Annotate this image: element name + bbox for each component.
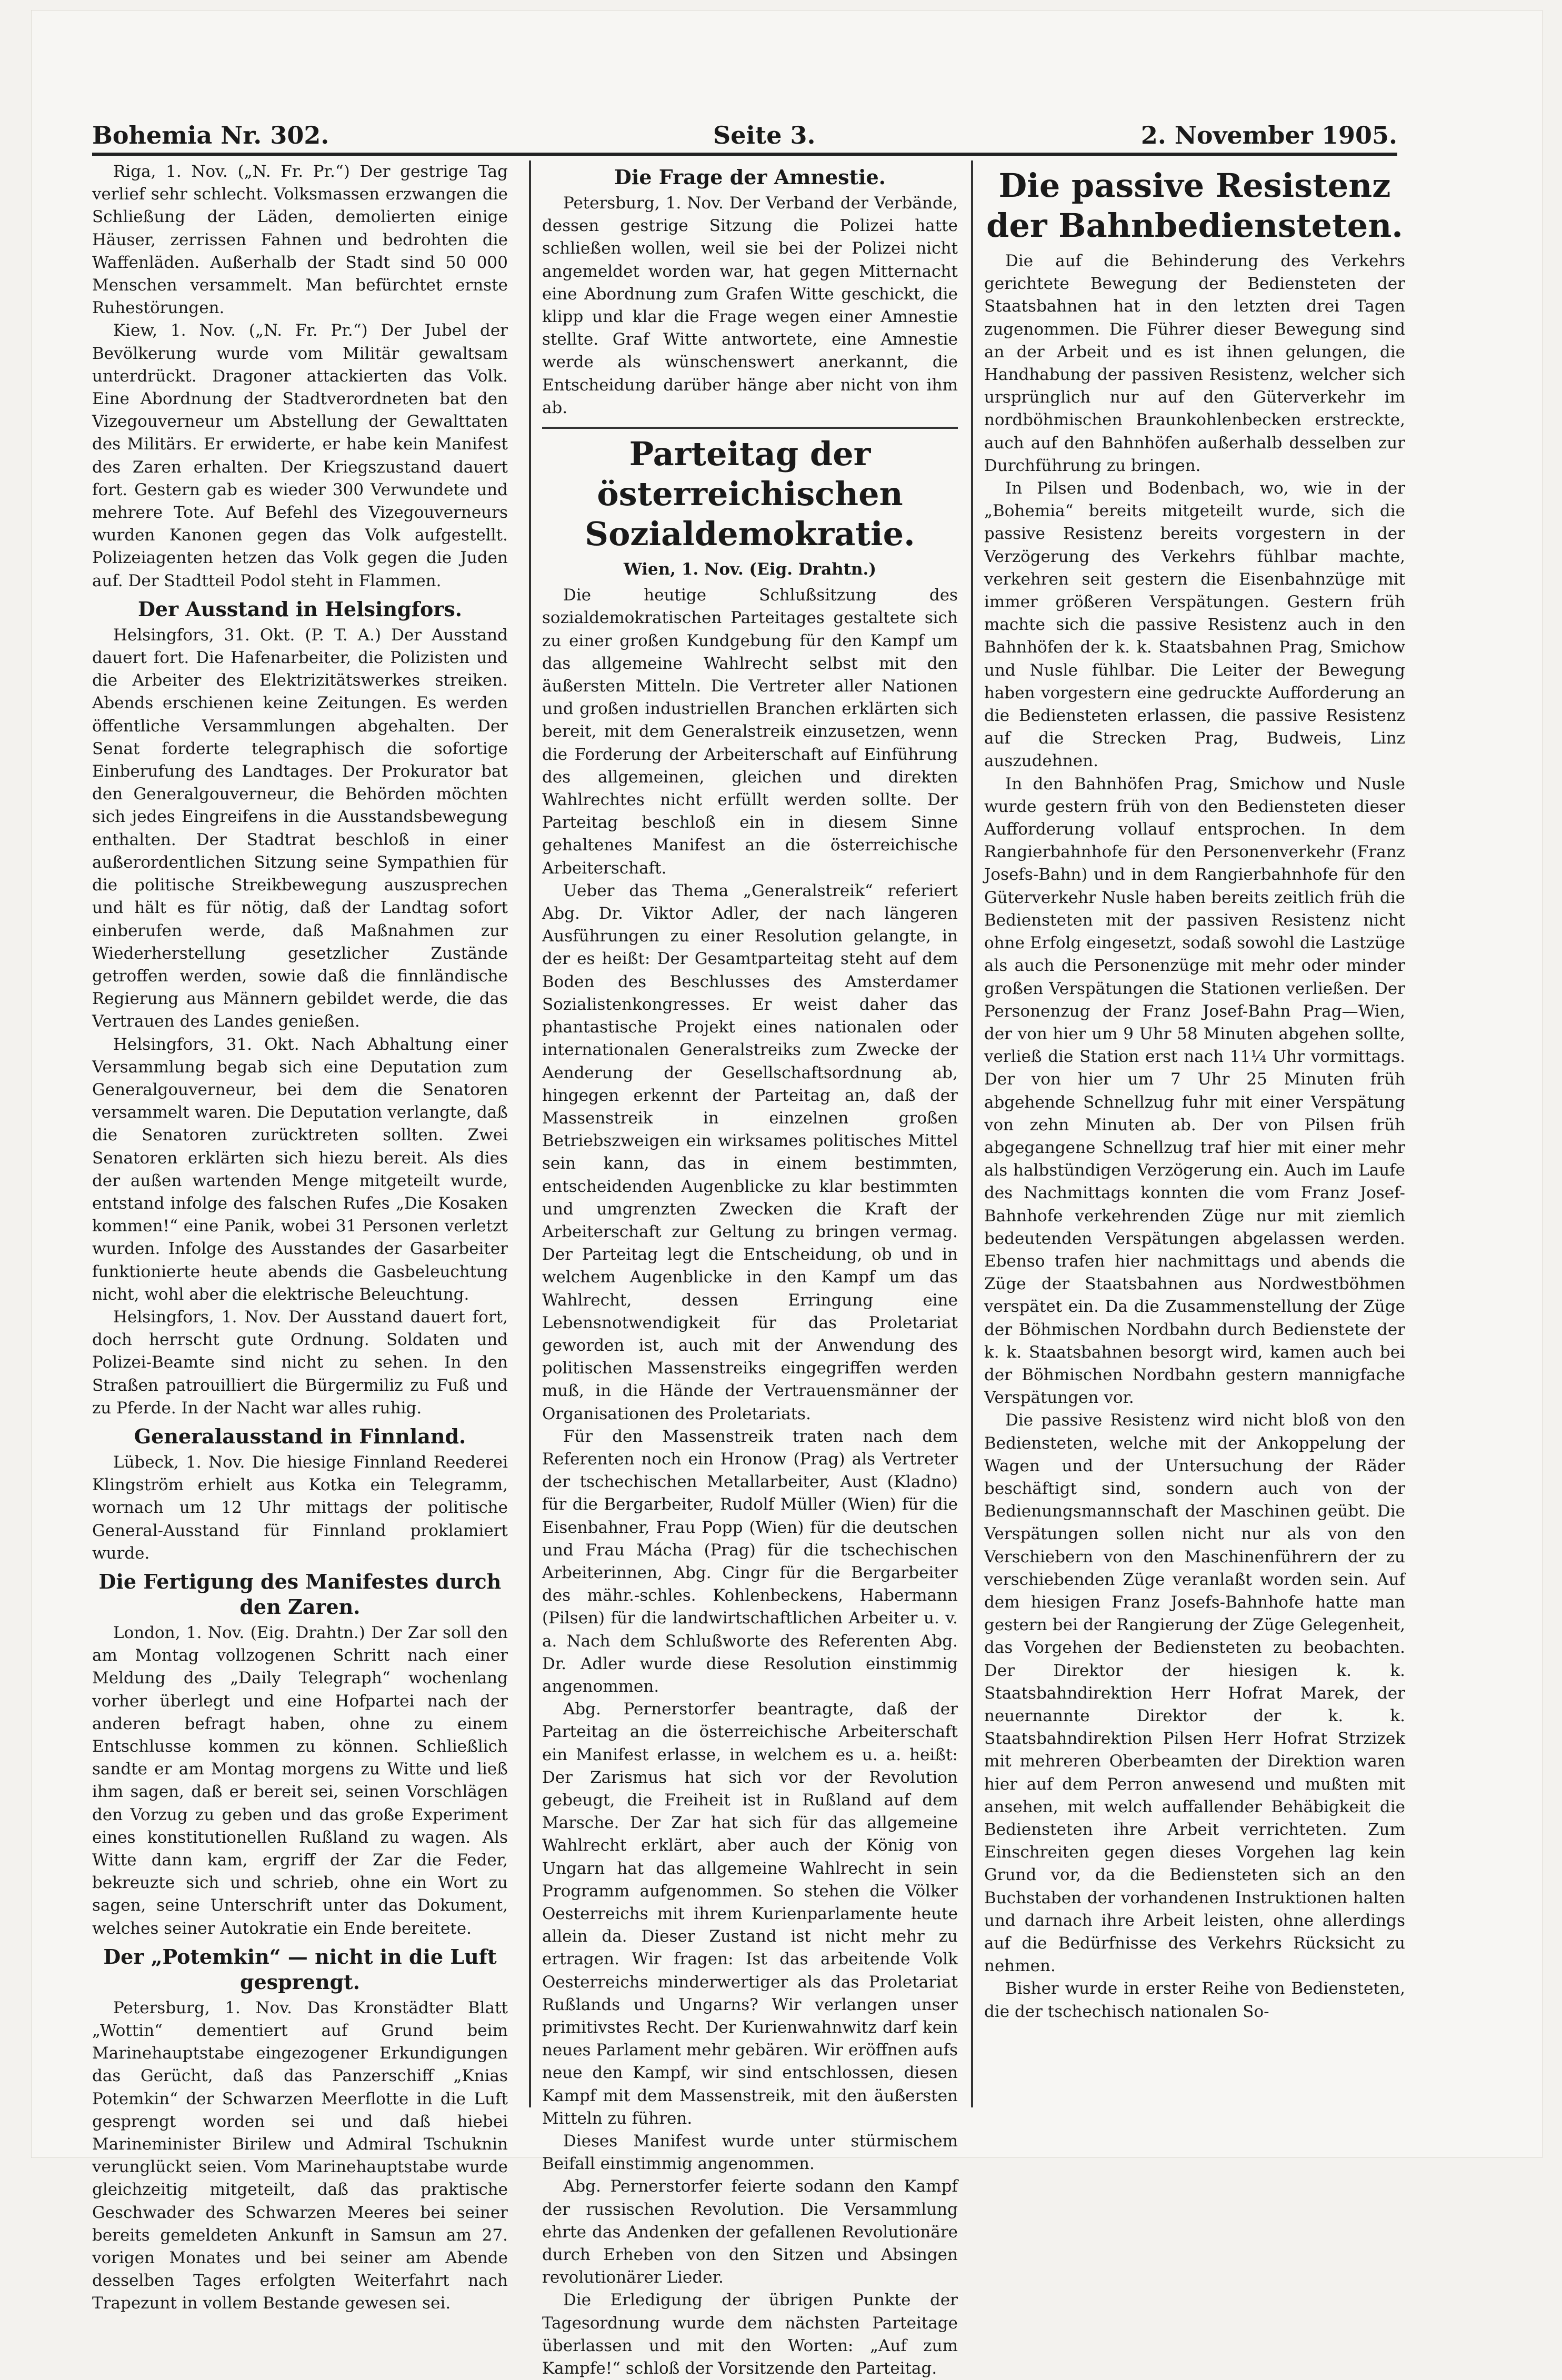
column-right — [984, 160, 1405, 2134]
news-luebeck: Lübeck, 1. Nov. Die hiesige Finnland Reederei Klingström erhielt aus Kotka ein Telegramm, wornach um 12 Uhr mittags der politische General-Ausstand für Finnland proklamiert wurde. — [92, 1452, 508, 1563]
resistenz-p1: Die auf die Behinderung des Verkehrs gerichtete Bewegung der Bediensteten der Staatsbahnen hat in den letzten drei Tagen zugenommen. Die Führer dieser Bewegung sind an der Arbeit und es ist ihnen gelungen, die Handhabung der passiven Resistenz, welcher sich ursprünglich nur auf den Güterverkehr im nordböhmischen Braunkohlenbecken erstreckte, auch auf den Bahnhöfen außerhalb desselben zur Durchführung zu bringen. — [984, 252, 1405, 475]
news-helsingfors-3: Helsingfors, 1. Nov. Der Ausstand dauert fort, doch herrscht gute Ordnung. Soldaten und Polizei-Beamte sind nicht zu sehen. In den Straßen patrouilliert die Bürgermiliz zu Fuß und zu Pferde. In der Nacht war alles ruhig. — [92, 1307, 508, 1418]
news-riga: Riga, 1. Nov. („N. Fr. Pr.“) Der gestrige Tag verlief sehr schlecht. Volksmassen erzwangen die Schließung der Läden, demolierten einige Häuser, zerrissen Fahnen und bedrohten die Waffenläden. Außerhalb der Stadt sind 50 000 Menschen versammelt. Man befürchtet ernste Ruhestörungen. — [92, 162, 508, 318]
parteitag-p3: Für den Massenstreik traten nach dem Referenten noch ein Hronow (Prag) als Vertreter der tschechischen Metallarbeiter, Aust (Kladno) für die Bergarbeiter, Rudolf Müller (Wien) für die Eisenbahner, Frau Popp (Wien) für die deutschen und Frau Mácha (Prag) für die tschechischen Arbeiterinnen, Abg. Cingr für die Bergarbeiter des mähr.-schles. Kohlenbeckens, Habermann (Pilsen) für die landwirtschaftlichen Arbeiter u. v. a. Nach dem Schlußworte des Referenten Abg. Dr. Adler wurde diese Resolution einstimmig angenommen. — [542, 1427, 958, 1696]
resistenz-p5: Bisher wurde in erster Reihe von Bediensteten, die der tschechisch nationalen So- — [984, 1979, 1405, 2021]
section-rule — [542, 427, 958, 429]
parteitag-p7: Die Erledigung der übrigen Punkte der Tagesordnung wurde dem nächsten Parteitage überlassen und mit den Worten: „Auf zum Kampfe!“ schloß der Vorsitzende den Parteitag. — [542, 2291, 958, 2378]
resistenz-p4: Die passive Resistenz wird nicht bloß von den Bediensteten, welche mit der Ankoppelung der Wagen und der Untersuchung der Räder beschäftigt sind, sondern auch von der Bedienungsmannschaft der Maschinen geübt. Die Verspätungen sollen nicht nur als von den Verschiebern von den Maschinenführern der zu verschiebenden Züge veranlaßt worden sein. Auf dem hiesigen Franz Josefs-Bahnhofe hatte man gestern bei der Rangierung der Züge Gelegenheit, das Vorgehen der Bediensteten zu beobachten. Der Direktor der hiesigen k. k. Staatsbahndirektion Herr Hofrat Marek, der neuernannte Direktor der k. k. Staatsbahndirektion Pilsen Herr Hofrat Strzizek mit mehreren Oberbeamten der Direktion waren hier auf dem Perron anwesend und mußten mit ansehen, mit welch auffallender Behäbigkeit die Bediensteten ihre Arbeit verrichteten. Zum Einschreiten gegen dieses Vorgehen lag kein Grund vor, da die Bediensteten sich an den Buchstaben der vorhandenen Instruktionen halten und darnach ihre Arbeit leisten, ohne allerdings auf die Bedürfnisse des Verkehrs Rücksicht zu nehmen. — [984, 1411, 1405, 1976]
masthead-issue: Bohemia Nr. 302. — [92, 121, 329, 149]
column-divider — [529, 160, 531, 2107]
issue-date: 2. November 1905. — [1140, 121, 1397, 149]
headline-finnland: Generalausstand in Finnland. — [134, 1424, 466, 1448]
column-left — [92, 160, 508, 2313]
column-divider — [971, 160, 973, 2107]
news-helsingfors-2: Helsingfors, 31. Okt. Nach Abhaltung einer Versammlung begab sich eine Deputation zum Generalgouverneur, bei dem die Senatoren versammelt waren. Die Deputation verlangte, daß die Senatoren zurücktreten sollten. Zwei Senatoren erklärten sich hiezu bereit. Als dies der außen wartenden Menge mitgeteilt wurde, entstand infolge des falschen Rufes „Die Kosaken kommen!“ eine Panik, wobei 31 Personen verletzt wurden. Infolge des Ausstandes der Gasarbeiter funktionierte heute abends die Gasbeleuchtung nicht, wohl aber die elektrische Beleuchtung. — [92, 1035, 508, 1304]
dateline-wien: Wien, 1. Nov. (Eig. Drahtn.) — [623, 560, 877, 579]
headline-manifest: Die Fertigung des Manifestes durch den Zaren. — [98, 1569, 502, 1619]
parteitag-p4: Abg. Pernerstorfer beantragte, daß der Parteitag an die österreichische Arbeiterschaft ein Manifest erlasse, in welchem es u. a. heißt: Der Zarismus hat sich vor der Revolution gebeugt, die Freiheit ist in Rußland auf dem Marsche. Der Zar hat sich für das allgemeine Wahlrecht erklärt, aber auch der König von Ungarn hat das allgemeine Wahlrecht in sein Programm aufgenommen. So stehen die Völker Oesterreichs mit ihrem Kurienparlamente heute allein da. Dieser Zustand ist nicht mehr zu ertragen. Wir fragen: Ist das arbeitende Volk Oesterreichs minderwertiger als das Proletariat Rußlands und Ungarns? Wir verlangen unser primitivstes Recht. Der Kurienwahnwitz darf kein neues Parlament mehr gebären. Wir eröffnen aufs neue den Kampf, wir sind entschlossen, diesen Kampf mit dem Massenstreik, mit den äußersten Mitteln zu führen. — [542, 1700, 958, 2128]
news-helsingfors-1: Helsingfors, 31. Okt. (P. T. A.) Der Ausstand dauert fort. Die Hafenarbeiter, die Polizisten und die Arbeiter des Elektrizitätswerkes streiken. Abends erschienen keine Zeitungen. Es werden öffentliche Versammlungen abgehalten. Der Senat forderte telegraphisch die sofortige Einberufung des Landtages. Der Prokurator bat den Generalgouverneur, die Behörden möchten sich jedes Eingreifens in die Ausstandsbewegung enthalten. Der Stadtrat beschloß in einer außerordentlichen Sitzung seine Sympathien für die politische Streikbewegung auszusprechen und hält es für nötig, daß der Landtag sofort einberufen werde, daß Maßnahmen zur Wiederherstellung gesetzlicher Zustände getroffen werden, sowie daß die finnländische Regierung aus Männern gebildet werde, die das Vertrauen des Landes genießen. — [92, 625, 508, 1031]
news-kiew: Kiew, 1. Nov. („N. Fr. Pr.“) Der Jubel der Bevölkerung wurde vom Militär gewaltsam unterdrückt. Dragoner attackierten das Volk. Eine Abordnung der Stadtverordneten bat den Vizegouverneur um Abstellung der Gewalttaten des Militärs. Er erwiderte, er habe kein Manifest des Zaren erhalten. Der Kriegszustand dauert fort. Gestern gab es wieder 300 Verwundete und mehrere Tote. Auf Befehl des Vizegouverneurs wurden Kanonen gegen das Volk aufgestellt. Polizeiagenten hetzen das Volk gegen die Juden auf. Der Stadtteil Podol steht in Flammen. — [92, 321, 508, 590]
headline-amnestie: Die Frage der Amnestie. — [614, 165, 886, 189]
news-amnestie: Petersburg, 1. Nov. Der Verband der Verbände, dessen gestrige Sitzung die Polizei hatte schließen wollen, weil sie bei der Polizei nicht angemeldet worden war, hat gegen Mitternacht eine Abordnung zum Grafen Witte geschickt, die klipp und klar die Frage wegen einer Amnestie stellte. Graf Witte antwortete, eine Amnestie werde als wünschenswert anerkannt, die Entscheidung darüber hänge aber nicht von ihm ab. — [542, 194, 958, 417]
page-header — [92, 116, 1397, 156]
headline-helsingfors: Der Ausstand in Helsingfors. — [137, 597, 463, 621]
parteitag-p2: Ueber das Thema „Generalstreik“ referiert Abg. Dr. Viktor Adler, der nach längeren Ausführungen zu einer Resolution gelangte, in der es heißt: Der Gesamtparteitag steht auf dem Boden des Beschlusses des Amsterdamer Sozialistenkongresses. Er weist daher das phantastische Projekt eines nationalen oder internationalen Generalstreiks zum Zwecke der Aenderung der Gesellschaftsordnung ab, hingegen erkennt der Parteitag an, daß der Massenstreik in einzelnen großen Betriebszweigen ein wirksames politisches Mittel sein kann, das in einem bestimmten, entscheidenden Augenblicke zu klar bestimmten und umgrenzten Zwecken die Kraft der Arbeiterschaft zur Geltung zu bringen vermag. Der Parteitag legt die Entscheidung, ob und in welchem Augenblicke in den Kampf um das Wahlrecht, dessen Erringung eine Lebensnotwendigkeit für das Proletariat geworden ist, auch mit der Anwendung des politischen Massenstreiks eingegriffen werden muß, in die Hände der Vertrauensmänner der Organisationen des Proletariats. — [542, 881, 958, 1423]
headline-resistenz: Die passive Resistenz der Bahnbediensteten. — [986, 166, 1403, 245]
headline-potemkin: Der „Potemkin“ — nicht in die Luft gesprengt. — [103, 1944, 497, 1994]
parteitag-p5: Dieses Manifest wurde unter stürmischem Beifall einstimmig angenommen. — [542, 2132, 958, 2174]
resistenz-p2: In Pilsen und Bodenbach, wo, wie in der „Bohemia“ bereits mitgeteilt wurde, sich die passive Resistenz bereits vorgestern in der Verzögerung des Verkehrs fühlbar machte, verkehren seit gestern die Eisenbahnzüge mit immer größeren Verspätungen. Gestern früh machte sich die passive Resistenz auch in den Bahnhöfen der k. k. Staatsbahnen Prag, Smichow und Nusle fühlbar. Die Leiter der Bewegung haben vorgestern eine gedruckte Aufforderung an die Bediensteten erlassen, die passive Resistenz auf die Strecken Prag, Budweis, Linz auszudehnen. — [984, 479, 1405, 771]
parteitag-p1: Die heutige Schlußsitzung des sozialdemokratischen Parteitages gestaltete sich zu einer großen Kundgebung für den Kampf um das allgemeine Wahlrecht selbst mit den äußersten Mitteln. Die Vertreter aller Nationen und großen industriellen Branchen erklärten sich bereit, mit dem Generalstreik einzusetzen, wenn die Forderung der Arbeiterschaft auf Einführung des allgemeinen, gleichen und direkten Wahlrechtes nicht erfüllt werden sollte. Der Parteitag beschloß ein in diesem Sinne gehaltenes Manifest an die österreichische Arbeiterschaft. — [542, 586, 958, 878]
news-london: London, 1. Nov. (Eig. Drahtn.) Der Zar soll den am Montag vollzogenen Schritt nach einer Meldung des „Daily Telegraph“ wochenlang vorher überlegt und eine Hofpartei nach der anderen befragt haben, ohne zu einem Entschlusse kommen zu können. Schließlich sandte er am Montag morgens zu Witte und ließ ihm sagen, daß er bereit sei, seinen Vorschlägen den Vorzug zu geben und das große Experiment eines konstitutionellen Rußland zu wagen. Als Witte dann kam, ergriff der Zar die Feder, bekreuzte sich und schrieb, ohne ein Wort zu sagen, seine Unterschrift unter das Dokument, welches seiner Autokratie ein Ende bereitete. — [92, 1623, 508, 1938]
parteitag-p6: Abg. Pernerstorfer feierte sodann den Kampf der russischen Revolution. Die Versammlung ehrte das Andenken der gefallenen Revolutionäre durch Erheben von den Sitzen und Absingen revolutionärer Lieder. — [542, 2177, 958, 2287]
news-potemkin: Petersburg, 1. Nov. Das Kronstädter Blatt „Wottin“ dementiert auf Grund beim Marinehauptstabe eingezogener Erkundigungen das Gerücht, daß das Panzerschiff „Knias Potemkin“ der Schwarzen Meerflotte in die Luft gesprengt worden sei und daß hiebei Marineminister Birilew und Admiral Tschuknin verunglückt seien. Vom Marinehauptstabe wurde gleichzeitig mitgeteilt, daß das praktische Geschwader des Schwarzen Meeres bei seiner bereits gemeldeten Ankunft in Samsun am 27. vorigen Monates und bei seiner am Abende desselben Tages erfolgten Weiterfahrt nach Trapezunt in vollem Bestande gewesen sei. — [92, 1998, 508, 2313]
column-middle — [542, 160, 958, 2378]
page-number: Seite 3. — [713, 121, 816, 149]
headline-parteitag: Parteitag der österreichischen Sozialdemokratie. — [585, 435, 915, 554]
resistenz-p3: In den Bahnhöfen Prag, Smichow und Nusle wurde gestern früh von den Bediensteten dieser Aufforderung vollauf entsprochen. In dem Rangierbahnhofe für den Personenverkehr (Franz Josefs-Bahn) und in dem Rangierbahnhofe für den Güterverkehr Nusle haben bereits zeitlich früh die Bediensteten mit der passiven Resistenz nicht ohne Erfolg eingesetzt, sodaß sowohl die Lastzüge als auch die Personenzüge mit mehr oder minder großen Verspätungen die Stationen verließen. Der Personenzug der Franz Josef-Bahn Prag—Wien, der von hier um 9 Uhr 58 Minuten abgehen sollte, verließ die Station erst nach 11¼ Uhr vormittags. Der von hier um 7 Uhr 25 Minuten früh abgehende Schnellzug fuhr mit einer Verspätung von zehn Minuten ab. Der von Pilsen früh abgegangene Schnellzug traf hier mit einer mehr als halbstündigen Verzögerung ein. Auch im Laufe des Nachmittags konnten die vom Franz Josef-Bahnhofe verkehrenden Züge nur mit ziemlich bedeutenden Verspätungen abgelassen werden. Ebenso trafen hier nachmittags und abends die Züge der Staatsbahnen aus Nordwestböhmen verspätet ein. Da die Zusammenstellung der Züge der Böhmischen Nordbahn durch Bedienstete der k. k. Staatsbahnen besorgt wird, kamen auch bei der Böhmischen Nordbahn gestern mannigfache Verspätungen vor. — [984, 774, 1405, 1408]
